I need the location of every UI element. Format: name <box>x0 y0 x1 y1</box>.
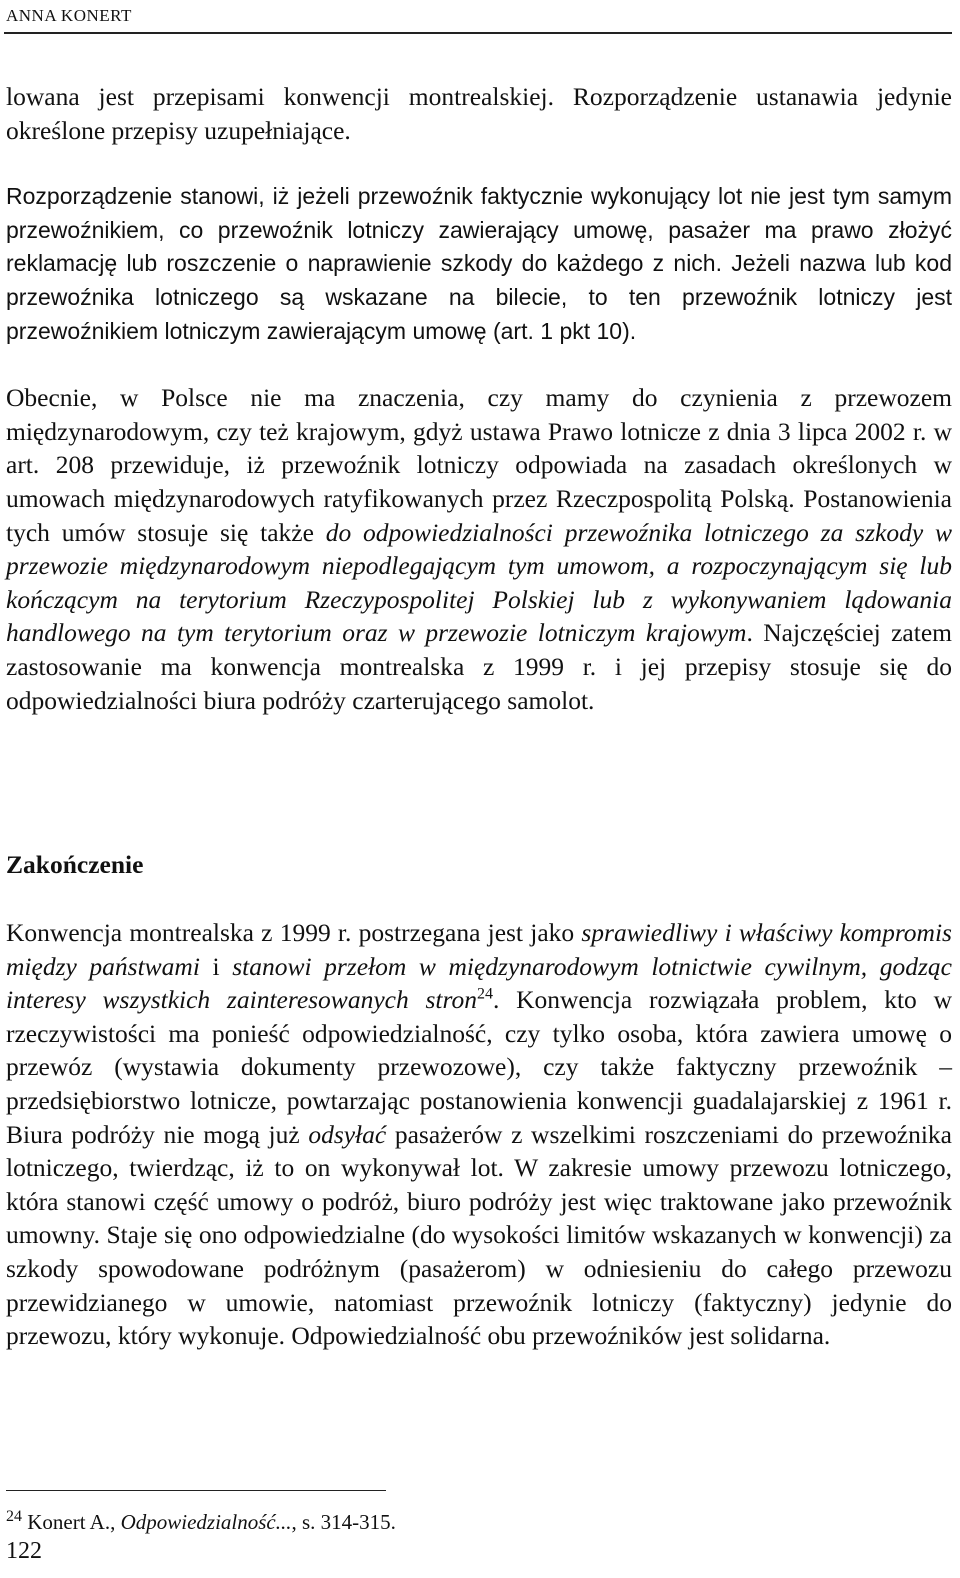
header-rule <box>4 32 952 34</box>
footnote-rule <box>6 1490 386 1491</box>
conclusion-text-3: . Konwencja rozwiązała problem, kto w rzeczywistości ma ponieść odpowiedzialność, czy tylko osoba, która zawiera umowę o przewóz (wystawia dokumenty przewozowe), czy także faktyczny przewoźnik – przedsiębiorstwo lotnicze, powtarzając postanowienia konwencji guadalajarskiej z 1961 r. Biura podróży nie mogą już <box>6 985 952 1149</box>
running-header: ANNA KONERT <box>6 6 132 25</box>
page-number: 122 <box>6 1538 42 1564</box>
conclusion-text-2: i <box>199 951 233 981</box>
paragraph-3 <box>6 381 952 717</box>
conclusion-text-4: pasażerów z wszelkimi roszczeniami do przewoźnika lotniczego, twierdząc, iż to on wykonywał lot. W zakresie umowy przewozu lotniczego, która stanowi część umowy o podróż, biuro podróży jest więc traktowane jako przewoźnik umowny. Staje się ono odpowiedzialne (do wysokości limitów wskazanych w konwencji) za szkody spowodowane podróżnym (pasażerom) w odniesieniu do całego przewozu przewidzianego w umowie, natomiast przewoźnik lotniczy (faktyczny) jedynie do przewozu, który wykonuje. Odpowiedzialność obu przewoźników jest solidarna. <box>6 1119 952 1351</box>
paragraph-3-quote: do odpowiedzialności przewoźnika lotniczego za szkody w przewozie międzynarodowym niepodlegającym tym umowom, a rozpoczynającym się lub kończącym na terytorium Rzeczypospolitej Polskiej lub z wykonywaniem lądowania handlowego na tym terytorium oraz w przewozie lotniczym krajowym <box>6 517 952 648</box>
footnote-reference[interactable]: 24 <box>476 985 493 1003</box>
conclusion-quote-1: sprawiedliwy i właściwy kompromis między państwami <box>6 918 952 981</box>
footnote-title: Odpowiedzialność... <box>120 1510 292 1534</box>
paragraph-3-text-b: . Najczęściej zatem zastosowanie ma konwencja montrealska z 1999 r. i jej przepisy stosuje się do odpowiedzialności biura podróży czarterującego samolot. <box>6 618 952 715</box>
body-text <box>6 80 952 717</box>
footnote-pages: , s. 314-315. <box>291 1510 396 1534</box>
footnote-number: 24 <box>6 1508 22 1525</box>
footnote-author: Konert A., <box>27 1510 121 1534</box>
footnote <box>6 1508 396 1536</box>
paragraph-1: lowana jest przepisami konwencji montrealskiej. Rozporządzenie ustanawia jedynie określone przepisy uzupełniające. <box>6 82 952 145</box>
paragraph-3-text-a: Obecnie, w Polsce nie ma znaczenia, czy mamy do czynienia z przewozem międzynarodowym, czy też krajowym, gdyż ustawa Prawo lotnicze z dnia 3 lipca 2002 r. w art. 208 przewiduje, iż przewoźnik lotniczy odpowiada na zasadach określonych w umowach międzynarodowych ratyfikowanych przez Rzeczpospolitą Polską. Postanowienia tych umów stosuje się także <box>6 383 952 547</box>
conclusion-paragraph <box>6 916 952 1353</box>
conclusion-quote-3: odsyłać <box>308 1119 387 1149</box>
paragraph-2: Rozporządzenie stanowi, iż jeżeli przewoźnik faktycznie wykonujący lot nie jest tym samym przewoźnikiem, co przewoźnik lotniczy zawierający umowę, pasażer ma prawo złożyć reklamację lub roszczenie o naprawienie szkody do każdego z nich. Jeżeli nazwa lub kod przewoźnika lotniczego są wskazane na bilecie, to ten przewoźnik lotniczy jest przewoźnikiem lotniczym zawierającym umowę (art. 1 pkt 10). <box>6 183 952 344</box>
conclusion-text-1: Konwencja montrealska z 1999 r. postrzegana jest jako <box>6 918 582 947</box>
section-heading: Zakończenie <box>6 850 144 879</box>
conclusion-quote-2: stanowi przełom w międzynarodowym lotnictwie cywilnym, godząc interesy wszystkich zainteresowanych stron <box>6 951 952 1015</box>
